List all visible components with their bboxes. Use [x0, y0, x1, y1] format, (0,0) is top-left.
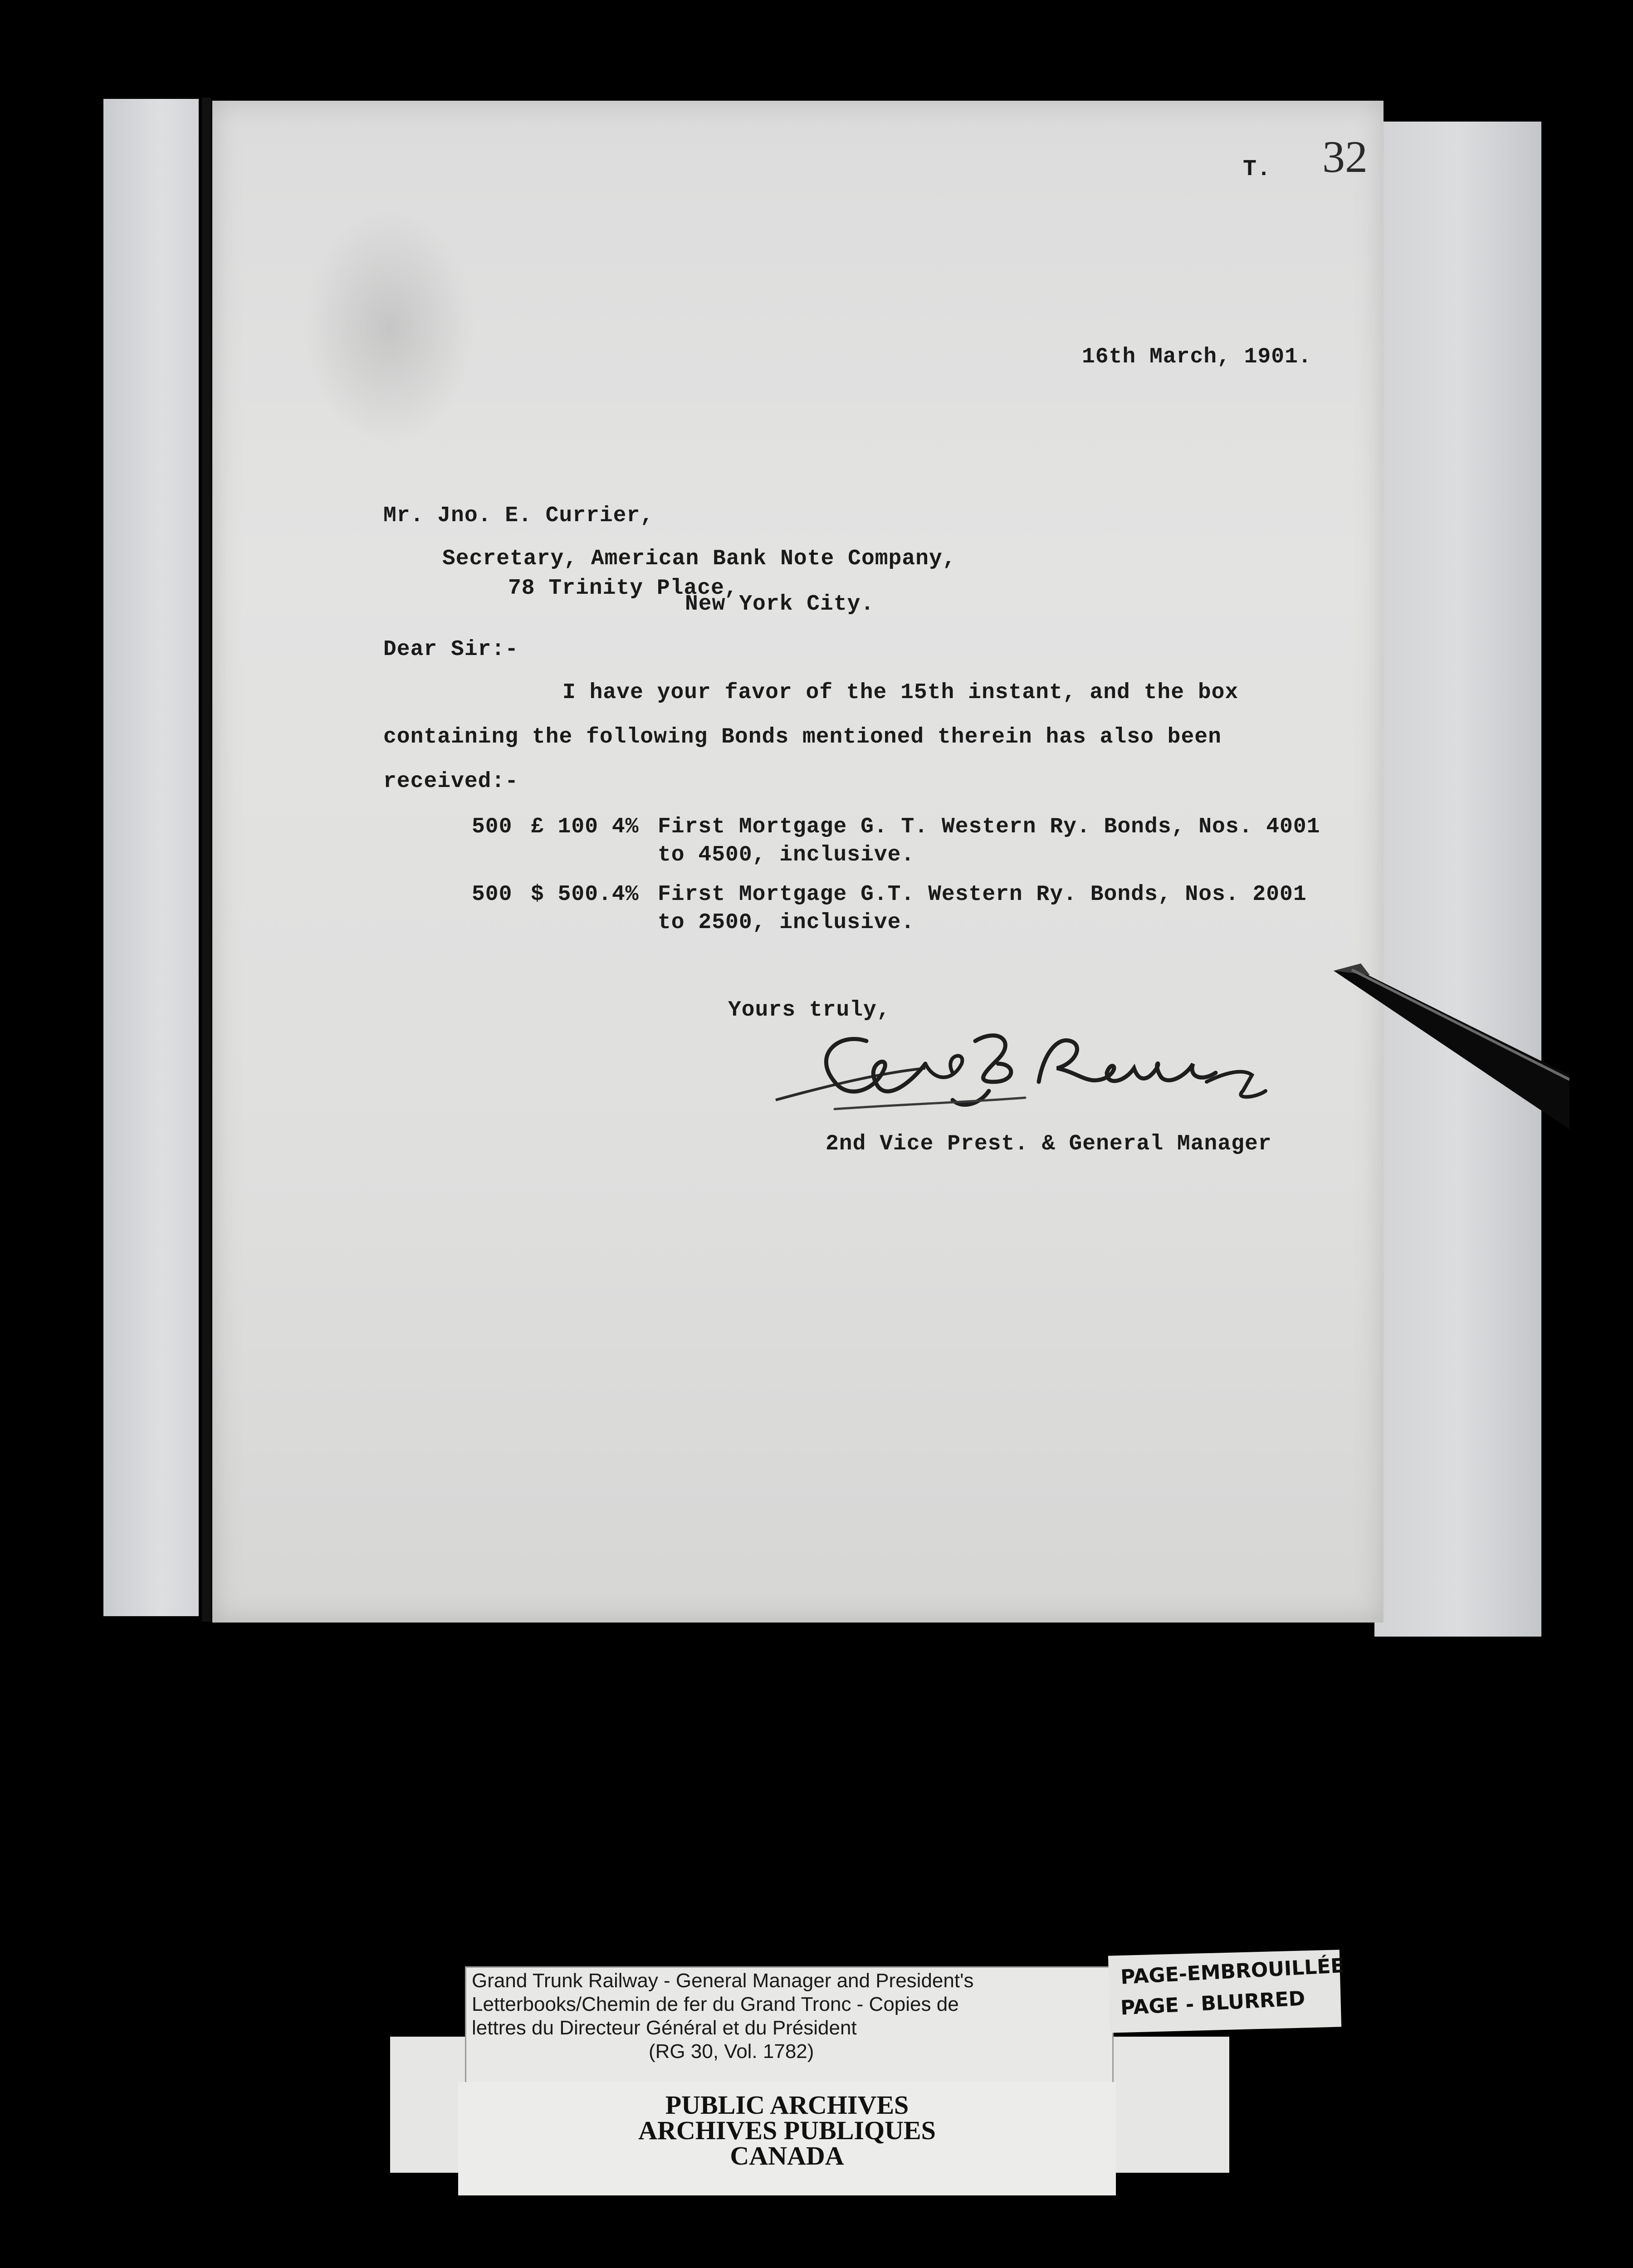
paper-smudge: [303, 210, 475, 445]
letter-date: 16th March, 1901.: [1082, 345, 1312, 369]
bond-denomination: £ 100 4%: [531, 815, 639, 839]
bond-quantity: 500: [472, 815, 513, 839]
collection-line: Letterbooks/Chemin de fer du Grand Tronc - Copies de: [472, 1993, 959, 2015]
bond-denomination: $ 500.4%: [531, 882, 639, 907]
collection-line: lettres du Directeur Général et du Président: [472, 2017, 857, 2039]
address-line-title: Secretary, American Bank Note Company,: [442, 547, 956, 571]
institution-name-english: PUBLIC ARCHIVES: [665, 2090, 909, 2120]
collection-reference: (RG 30, Vol. 1782): [649, 2040, 814, 2063]
page-number: 32: [1322, 132, 1368, 182]
adjacent-page-right-edge: [1374, 122, 1541, 1637]
signatory-title: 2nd Vice Prest. & General Manager: [826, 1132, 1272, 1156]
handwritten-signature: [762, 1014, 1279, 1127]
adjacent-page-left-edge: [103, 99, 199, 1616]
page-marker: T.: [1243, 156, 1271, 182]
bond-description: First Mortgage G. T. Western Ry. Bonds, Nos. 4001: [658, 815, 1320, 839]
collection-line: Grand Trunk Railway - General Manager and President's: [472, 1970, 974, 1992]
address-line-street: 78 Trinity Place,: [508, 576, 738, 601]
institution-country: CANADA: [730, 2141, 844, 2170]
handwritten-note-english: PAGE - BLURRED: [1120, 1987, 1306, 2020]
page-gutter-shadow: [202, 98, 211, 1622]
bond-description: First Mortgage G.T. Western Ry. Bonds, Nos. 2001: [658, 882, 1307, 907]
bond-description-continued: to 4500, inclusive.: [658, 843, 915, 867]
bond-description-continued: to 2500, inclusive.: [658, 910, 915, 935]
address-line-city: New York City.: [685, 592, 875, 616]
body-line: received:-: [383, 769, 519, 794]
body-line: containing the following Bonds mentioned therein has also been: [383, 725, 1222, 749]
bond-quantity: 500: [472, 882, 513, 907]
pen-pointer: [1334, 957, 1569, 1229]
body-line: I have your favor of the 15th instant, and the box: [562, 680, 1239, 705]
salutation: Dear Sir:-: [383, 637, 519, 662]
closing: Yours truly,: [728, 998, 890, 1022]
address-line-recipient: Mr. Jno. E. Currier,: [383, 503, 654, 528]
handwritten-note-french: PAGE-EMBROUILLÉE: [1120, 1954, 1345, 1989]
institution-name-french: ARCHIVES PUBLIQUES: [638, 2116, 936, 2145]
